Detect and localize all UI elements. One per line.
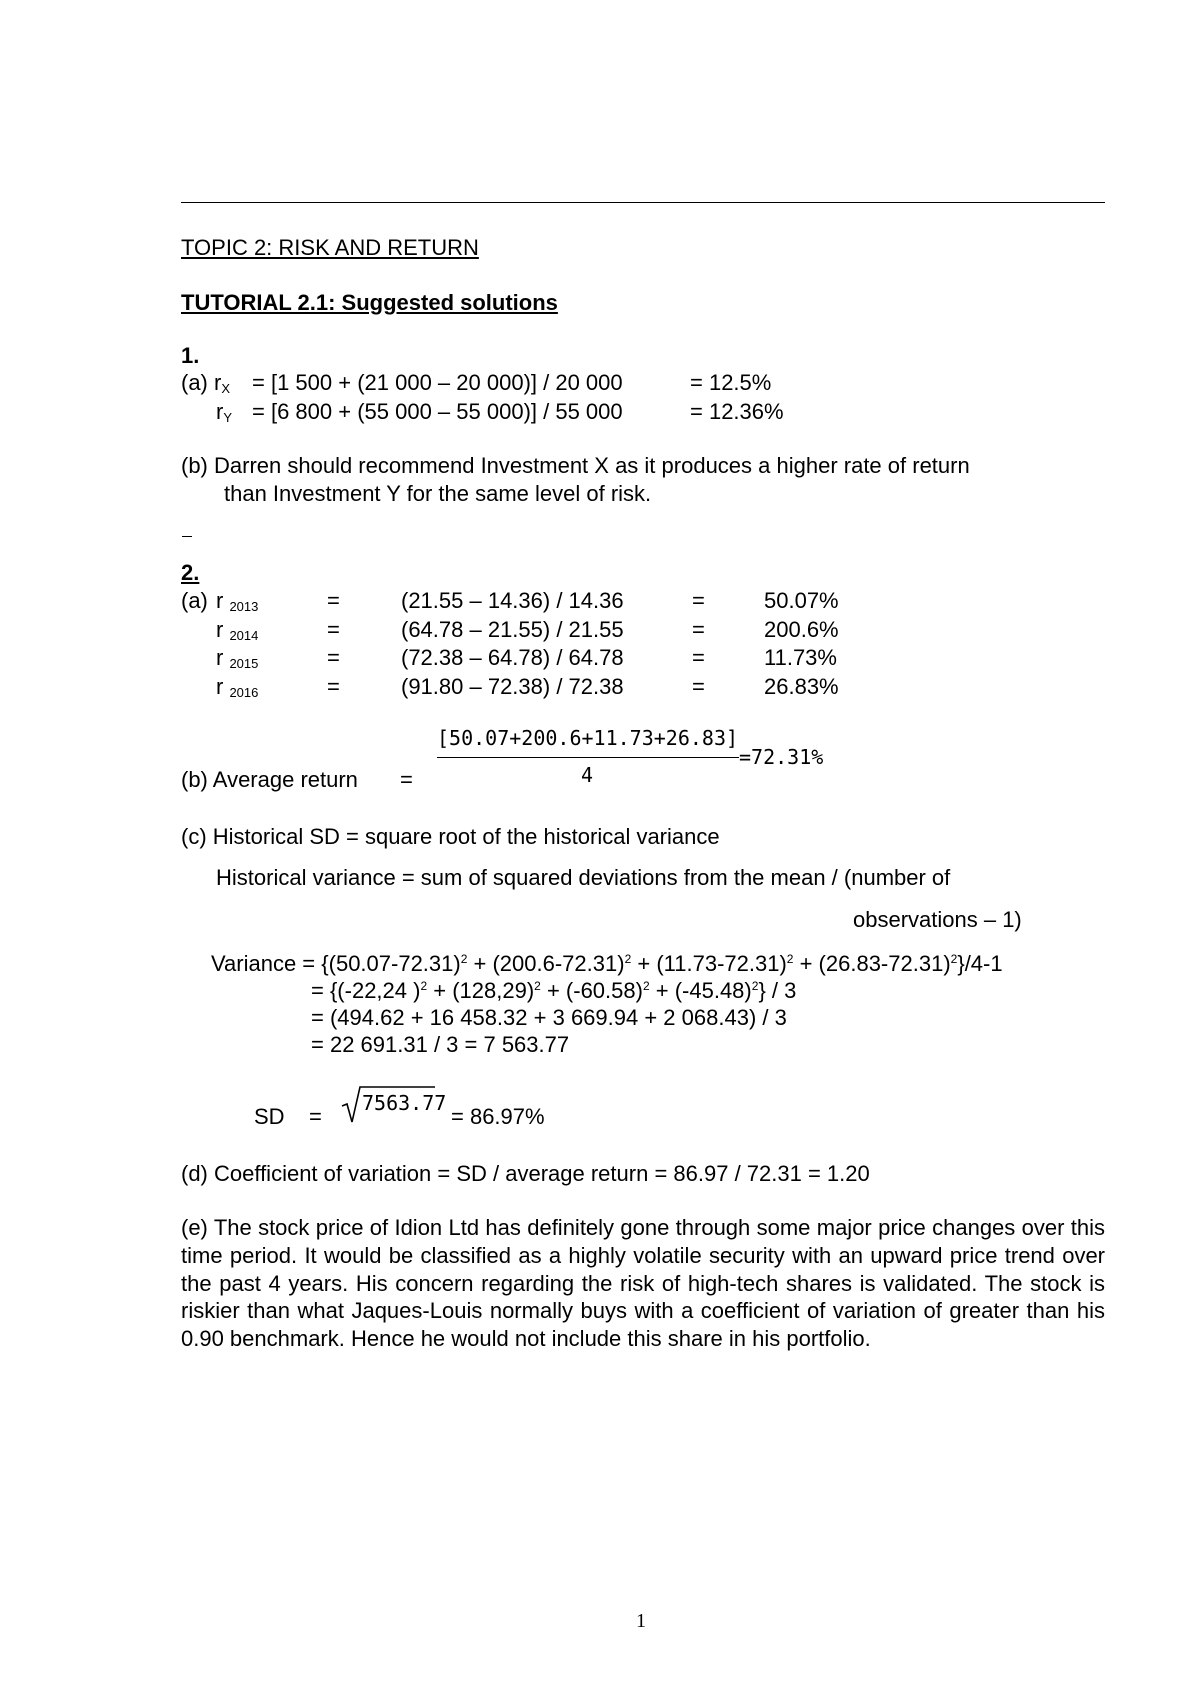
return-row-label: r $_{2016}$ xyxy=(216,674,259,701)
variance-line-1: Variance = $\{(50.07-72.31)^2 + (200.6-72.31)^2 + (11.73-72.31)^2 + (26.83-72.31)^2\}/4-1$ xyxy=(211,951,1003,976)
q2-a-prefix: (a) xyxy=(181,588,208,613)
q2-c-line-2: Historical variance = sum of squared deviations from the mean / (number of xyxy=(216,865,951,890)
q2-c-line-1: (c) Historical SD = square root of the historical variance xyxy=(181,824,720,849)
stray-mark xyxy=(182,536,192,537)
q2-c-line-3: observations – 1) xyxy=(853,907,1022,932)
return-row-result: 11.73% xyxy=(764,645,837,671)
avg-return-result: =72.31% xyxy=(739,745,824,769)
avg-return-denominator: 4 xyxy=(581,763,594,787)
q1-a-expression: = [1 500 + (21 000 – 20 000)] / 20 000 xyxy=(252,370,623,395)
return-row-result: 200.6% xyxy=(764,616,839,642)
return-row-equals-2: = xyxy=(692,645,705,671)
return-row-label: r $_{2015}$ xyxy=(216,645,259,672)
fraction-bar xyxy=(437,757,739,758)
return-row-equals: = xyxy=(327,588,340,613)
return-row-equals: = xyxy=(327,616,340,642)
return-row-equals: = xyxy=(327,674,340,700)
q1-a-result: = 12.5% xyxy=(690,370,772,395)
return-row-expression: (21.55 – 14.36) / 14.36 xyxy=(401,588,624,613)
return-row-expression: (72.38 – 64.78) / 64.78 xyxy=(401,645,624,671)
question-1-number: 1. xyxy=(181,343,200,368)
variance-line-4: = 22 691.31 / 3 = 7 563.77 xyxy=(311,1032,570,1057)
variance-line-3: = (494.62 + 16 458.32 + 3 669.94 + 2 068.43) / 3 xyxy=(311,1005,787,1030)
q1-a-label: (a) $r_X$ xyxy=(181,370,230,396)
page-number: 1 xyxy=(636,1610,646,1632)
sd-radicand: 7563.77 xyxy=(362,1091,447,1115)
q1-y-label: $r_Y$ xyxy=(216,399,232,425)
return-row-equals-2: = xyxy=(692,674,705,700)
return-row-expression: (64.78 – 21.55) / 21.55 xyxy=(401,616,624,642)
avg-return-equals: = xyxy=(400,767,413,792)
return-row-label: r $_{2013}$ xyxy=(216,588,259,614)
return-row-label: r $_{2014}$ xyxy=(216,616,259,643)
q1-b-line-2: than Investment Y for the same level of risk. xyxy=(224,481,652,506)
q2-e-paragraph: (e) The stock price of Idion Ltd has definitely gone through some major price changes over this time period. It would be classified as a highly volatile security with an upward price trend over the past 4 years. His concern regarding the risk of high-tech shares is validated. The stock is riskier than what Jaques-Louis normally buys with a coefficient of variation of greater than his 0.90 benchmark. Hence he would not include this share in his portfolio. xyxy=(181,1215,1105,1352)
q1-y-result: = 12.36% xyxy=(690,399,784,424)
return-row-equals: = xyxy=(327,645,340,671)
return-row-expression: (91.80 – 72.38) / 72.38 xyxy=(401,674,624,700)
return-row-equals-2: = xyxy=(692,616,705,642)
sd-label: SD xyxy=(254,1104,285,1129)
q1-y-expression: = [6 800 + (55 000 – 55 000)] / 55 000 xyxy=(252,399,623,424)
sd-equals: = xyxy=(309,1104,322,1129)
avg-return-label: (b) Average return xyxy=(181,767,358,792)
tutorial-heading: TUTORIAL 2.1: Suggested solutions xyxy=(181,290,558,315)
return-row-result: 26.83% xyxy=(764,674,839,700)
return-row-equals-2: = xyxy=(692,588,705,613)
variance-line-2: = {(-22,24 )$^2 + (128,29)^2 + (-60.58)^2 + (-45.48)^2\} / 3$ xyxy=(311,978,797,1003)
sd-result: = 86.97% xyxy=(451,1104,545,1129)
avg-return-numerator: [50.07+200.6+11.73+26.83] xyxy=(437,726,739,750)
q1-b-line-1: (b) Darren should recommend Investment X as it produces a higher rate of return xyxy=(181,453,970,478)
topic-heading: TOPIC 2: RISK AND RETURN xyxy=(181,235,479,260)
q2-d-line: (d) Coefficient of variation = SD / average return = 86.97 / 72.31 = 1.20 xyxy=(181,1161,870,1186)
top-rule xyxy=(181,202,1105,203)
question-2-number: 2. xyxy=(181,560,200,585)
return-row-result: 50.07% xyxy=(764,588,839,613)
